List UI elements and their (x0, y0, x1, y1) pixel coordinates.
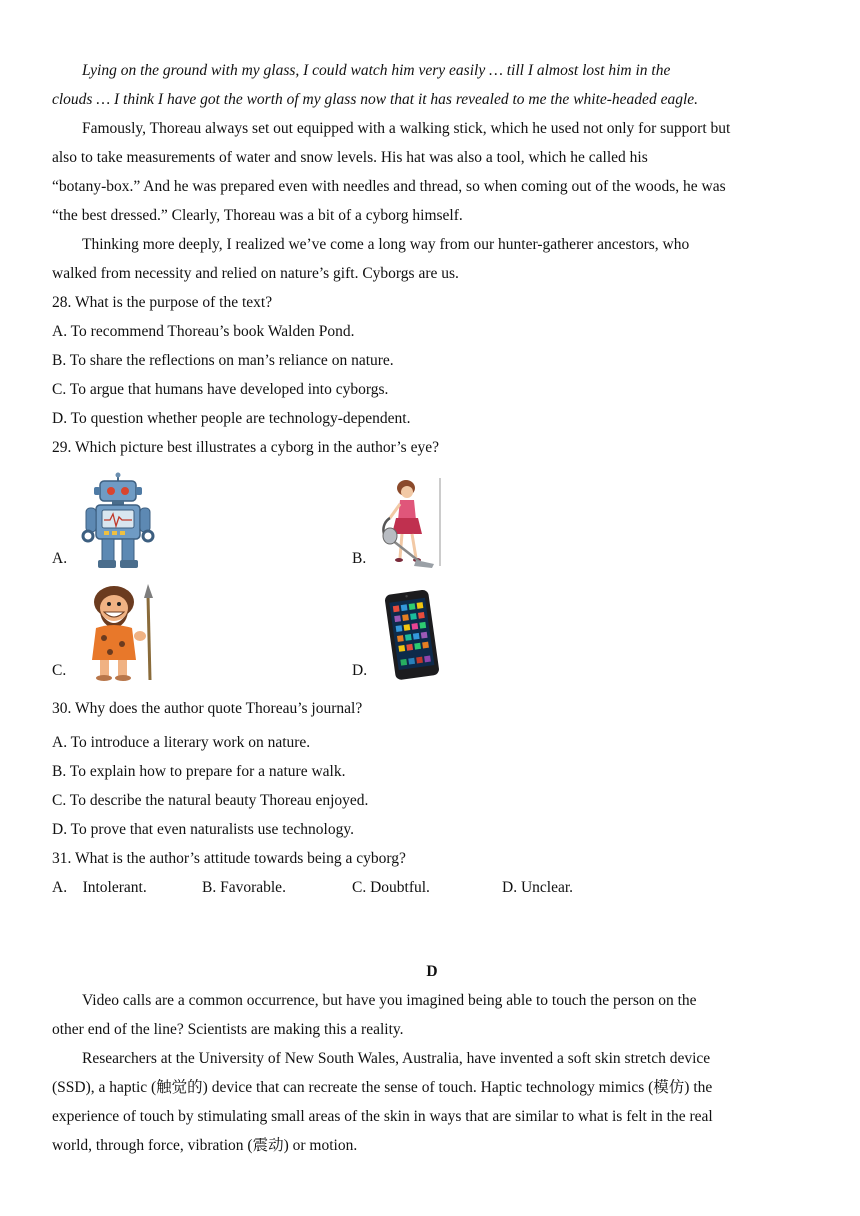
passage-d-p2-line-1: Researchers at the University of New South Wales, Australia, have invented a soft skin stretch device (82, 1050, 711, 1067)
document-page (52, 56, 812, 1160)
q29-option-a-letter: A. (52, 550, 68, 567)
para1-line-1: Famously, Thoreau always set out equipped with a walking stick, which he used not only for support but (82, 120, 731, 137)
quote-line-1: Lying on the ground with my glass, I could watch him very easily … till I almost lost him in the (82, 62, 671, 79)
robot-icon (80, 472, 156, 570)
passage-d-p2-line-4: world, through force, vibration (震动) or motion. (52, 1137, 358, 1154)
q28-option-d: D. To question whether people are technology-dependent. (52, 410, 411, 427)
q30-option-a: A. To introduce a literary work on nature. (52, 734, 311, 751)
passage-d-p1-line-2: other end of the line? Scientists are making this a reality. (52, 1021, 404, 1038)
para1-line-2: also to take measurements of water and snow levels. His hat was also a tool, which he called his (52, 149, 648, 166)
question-30: 30. Why does the author quote Thoreau’s journal? (52, 700, 363, 717)
q29-option-b-letter: B. (352, 550, 367, 567)
q30-option-b: B. To explain how to prepare for a nature walk. (52, 763, 346, 780)
passage-d-heading: D (426, 963, 438, 980)
q29-option-c-letter: C. (52, 662, 67, 679)
q30-option-d: D. To prove that even naturalists use technology. (52, 821, 354, 838)
question-29: 29. Which picture best illustrates a cyborg in the author’s eye? (52, 439, 439, 456)
q30-option-c: C. To describe the natural beauty Thoreau enjoyed. (52, 792, 369, 809)
q29-option-d (352, 588, 652, 682)
question-31: 31. What is the author’s attitude towards being a cyborg? (52, 850, 406, 867)
q31-option-b: B. Favorable. (202, 879, 286, 896)
q28-option-b: B. To share the reflections on man’s reliance on nature. (52, 352, 394, 369)
q31-option-c: C. Doubtful. (352, 879, 430, 896)
q29-option-d-letter: D. (352, 662, 368, 679)
q29-row-1 (52, 462, 812, 570)
q29-option-a (52, 472, 352, 570)
para1-line-3: “botany-box.” And he was prepared even with needles and thread, so when coming out of the woods, he was (52, 178, 726, 195)
quote-line-2: clouds … I think I have got the worth of my glass now that it has revealed to me the white-headed eagle. (52, 91, 699, 108)
q29-option-b (352, 478, 652, 570)
q28-option-a: A. To recommend Thoreau’s book Walden Pond. (52, 323, 355, 340)
caveman-icon (80, 582, 160, 682)
smartphone-icon (380, 588, 442, 682)
para2-line-1: Thinking more deeply, I realized we’ve come a long way from our hunter-gatherer ancestors, who (82, 236, 690, 253)
q31-options (52, 873, 812, 902)
vacuuming-woman-icon (380, 478, 442, 570)
q29-option-c (52, 582, 352, 682)
q28-option-c: C. To argue that humans have developed into cyborgs. (52, 381, 389, 398)
para2-line-2: walked from necessity and relied on nature’s gift. Cyborgs are us. (52, 265, 459, 282)
q29-row-2 (52, 570, 812, 682)
q31-option-a: A. Intolerant. (52, 879, 147, 896)
q31-option-d: D. Unclear. (502, 879, 574, 896)
passage-d-p1-line-1: Video calls are a common occurrence, but have you imagined being able to touch the person on the (82, 992, 697, 1009)
passage-d-p2-line-3: experience of touch by stimulating small areas of the skin in ways that are similar to what is felt in the real (52, 1108, 713, 1125)
question-28: 28. What is the purpose of the text? (52, 294, 273, 311)
para1-line-4: “the best dressed.” Clearly, Thoreau was a bit of a cyborg himself. (52, 207, 463, 224)
passage-d-p2-line-2: (SSD), a haptic (触觉的) device that can recreate the sense of touch. Haptic technology mimics (模仿) the (52, 1079, 713, 1096)
